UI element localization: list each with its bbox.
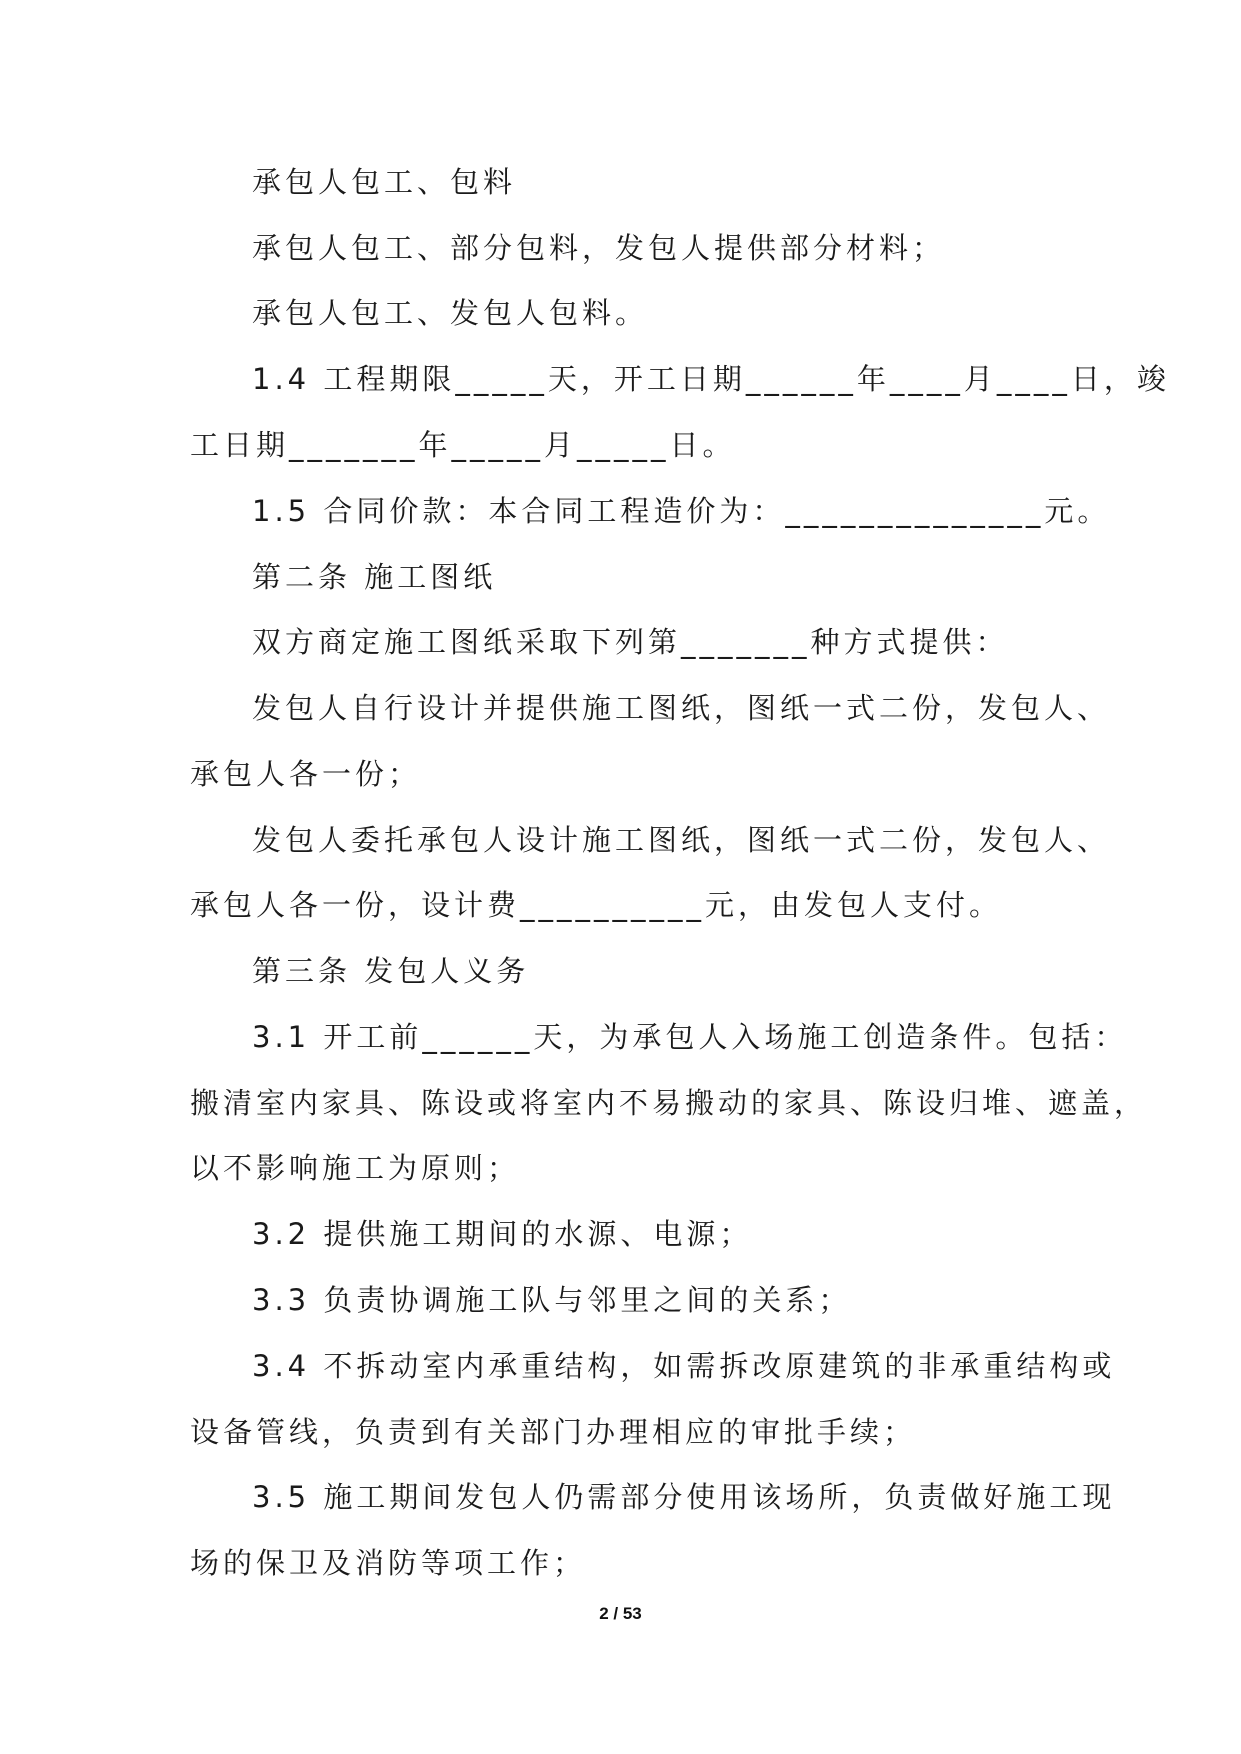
- paragraph-line: 发包人自行设计并提供施工图纸，图纸一式二份，发包人、: [252, 691, 1111, 725]
- paragraph-line: 3.5 施工期间发包人仍需部分使用该场所，负责做好施工现: [252, 1480, 1116, 1514]
- paragraph-line: 双方商定施工图纸采取下列第_______种方式提供：: [252, 625, 1009, 659]
- paragraph-line: 1.5 合同价款：本合同工程造价为：______________元。: [252, 494, 1111, 528]
- paragraph-line: 发包人委托承包人设计施工图纸，图纸一式二份，发包人、: [252, 823, 1111, 857]
- page-number: 2 / 53: [599, 1604, 642, 1623]
- paragraph-line: 1.4 工程期限_____天，开工日期______年____月____日，竣: [252, 362, 1170, 396]
- paragraph-line: 以不影响施工为原则；: [190, 1151, 521, 1185]
- paragraph-line: 承包人包工、发包人包料。: [252, 296, 649, 330]
- paragraph-line: 承包人各一份；: [190, 757, 422, 791]
- paragraph-line: 3.2 提供施工期间的水源、电源；: [252, 1217, 753, 1251]
- paragraph-line: 承包人包工、部分包料，发包人提供部分材料；: [252, 231, 946, 265]
- paragraph-line: 场的保卫及消防等项工作；: [190, 1546, 587, 1580]
- paragraph-line: 3.3 负责协调施工队与邻里之间的关系；: [252, 1283, 852, 1317]
- paragraph-line: 承包人各一份，设计费__________元，由发包人支付。: [190, 888, 1003, 922]
- paragraph-line: 工日期_______年_____月_____日。: [190, 428, 736, 462]
- paragraph-line: 设备管线，负责到有关部门办理相应的审批手续；: [190, 1415, 917, 1449]
- paragraph-line: 搬清室内家具、陈设或将室内不易搬动的家具、陈设归堆、遮盖，: [190, 1086, 1148, 1120]
- section-heading: 第三条 发包人义务: [252, 954, 530, 988]
- paragraph-line: 承包人包工、包料: [252, 165, 517, 199]
- section-heading: 第二条 施工图纸: [252, 560, 497, 594]
- paragraph-line: 3.4 不拆动室内承重结构，如需拆改原建筑的非承重结构或: [252, 1349, 1116, 1383]
- paragraph-line: 3.1 开工前______天，为承包人入场施工创造条件。包括：: [252, 1020, 1128, 1054]
